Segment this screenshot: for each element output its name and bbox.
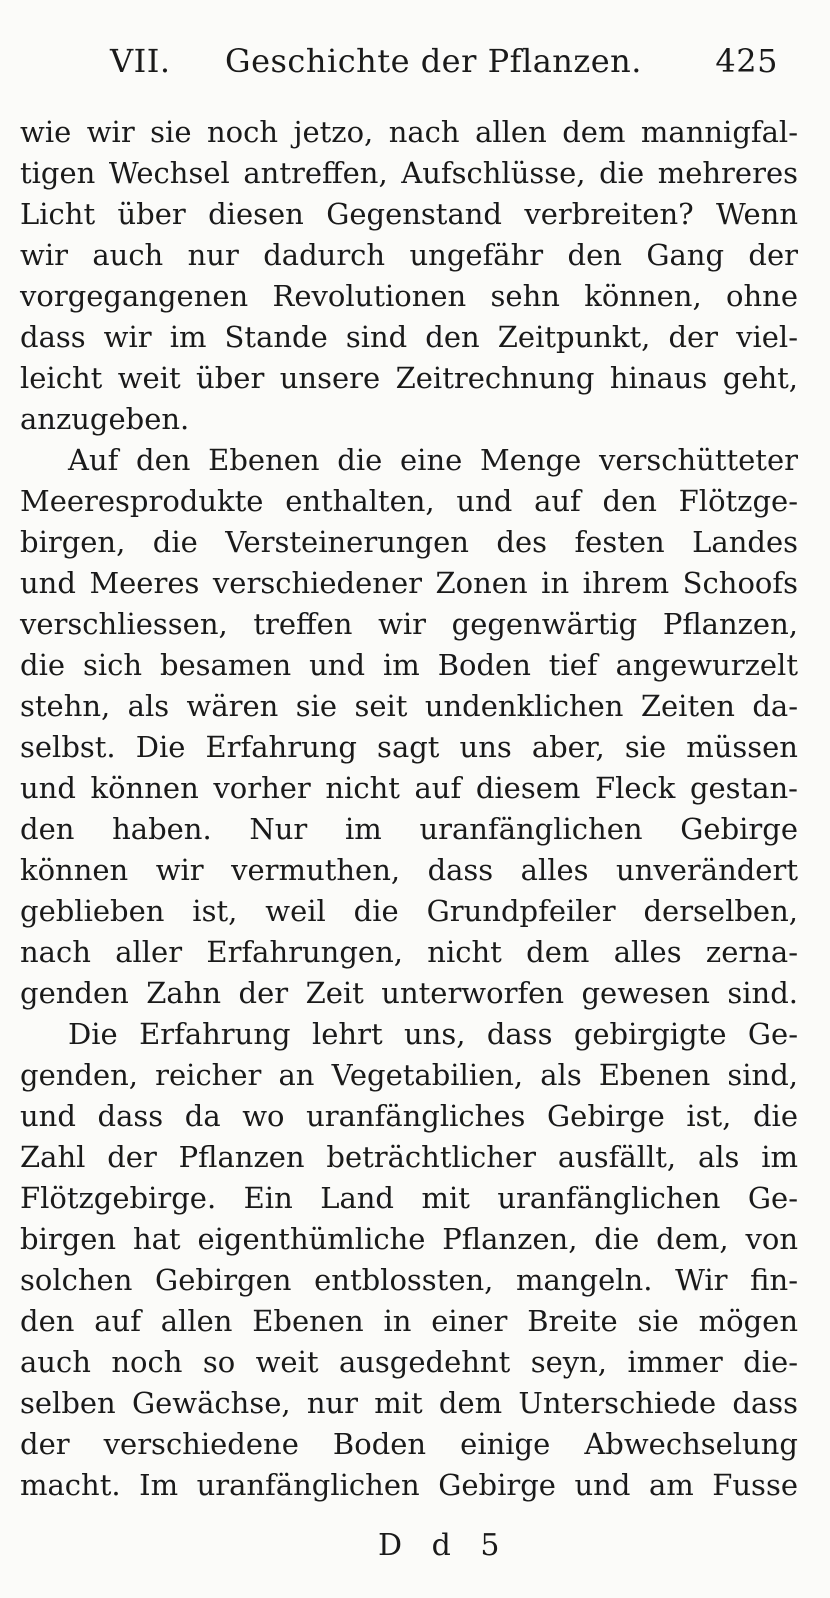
- text-line: verschliessen, treffen wir gegenwärtig Pflanzen,: [20, 607, 798, 641]
- signature-mark: D d 5: [378, 1528, 510, 1563]
- page-number: 425: [715, 42, 778, 80]
- text-line: die sich besamen und im Boden tief angewurzelt: [20, 648, 798, 682]
- text-line: dass wir im Stande sind den Zeitpunkt, der viel-: [20, 320, 798, 354]
- text-line: den auf allen Ebenen in einer Breite sie mögen: [20, 1304, 798, 1338]
- chapter-title: Geschichte der Pflanzen.: [225, 42, 642, 80]
- text-line: der verschiedene Boden einige Abwechselung: [20, 1427, 798, 1461]
- running-head: [110, 36, 790, 86]
- chapter-number: VII.: [110, 42, 171, 80]
- text-line: birgen, die Versteinerungen des festen Landes: [20, 525, 798, 559]
- text-line: Zahl der Pflanzen beträchtlicher ausfällt, als im: [20, 1140, 798, 1174]
- text-line: geblieben ist, weil die Grundpfeiler derselben,: [20, 894, 798, 928]
- text-line: Flötzgebirge. Ein Land mit uranfänglichen Ge-: [20, 1181, 798, 1215]
- text-line: den haben. Nur im uranfänglichen Gebirge: [20, 812, 798, 846]
- text-line: nach aller Erfahrungen, nicht dem alles zerna-: [20, 935, 798, 969]
- text-line: macht. Im uranfänglichen Gebirge und am Fusse: [20, 1468, 798, 1502]
- text-line: genden, reicher an Vegetabilien, als Ebenen sind,: [20, 1058, 798, 1092]
- text-line: anzugeben.: [20, 402, 190, 436]
- paragraph-start-line: Die Erfahrung lehrt uns, dass gebirgigte Ge-: [68, 1017, 798, 1051]
- text-line: wie wir sie noch jetzo, nach allen dem mannigfal-: [20, 115, 798, 149]
- text-line: Licht über diesen Gegenstand verbreiten? Wenn: [20, 197, 798, 231]
- text-line: und können vorher nicht auf diesem Fleck gestan-: [20, 771, 798, 805]
- paragraph-start-line: Auf den Ebenen die eine Menge verschütteter: [68, 443, 798, 477]
- text-line: vorgegangenen Revolutionen sehn können, ohne: [20, 279, 798, 313]
- text-line: tigen Wechsel antreffen, Aufschlüsse, die mehreres: [20, 156, 798, 190]
- text-line: Meeresprodukte enthalten, und auf den Flötzge-: [20, 484, 798, 518]
- text-line: können wir vermuthen, dass alles unverändert: [20, 853, 798, 887]
- text-line: auch noch so weit ausgedehnt seyn, immer die-: [20, 1345, 798, 1379]
- text-line: birgen hat eigenthümliche Pflanzen, die dem, von: [20, 1222, 798, 1256]
- text-line: und dass da wo uranfängliches Gebirge ist, die: [20, 1099, 798, 1133]
- text-line: genden Zahn der Zeit unterworfen gewesen sind.: [20, 976, 798, 1010]
- text-line: leicht weit über unsere Zeitrechnung hinaus geht,: [20, 361, 798, 395]
- text-line: stehn, als wären sie seit undenklichen Zeiten da-: [20, 689, 798, 723]
- text-line: und Meeres verschiedener Zonen in ihrem Schoofs: [20, 566, 798, 600]
- text-line: wir auch nur dadurch ungefähr den Gang der: [20, 238, 798, 272]
- body-text: [20, 112, 798, 1506]
- text-line: selben Gewächse, nur mit dem Unterschiede dass: [20, 1386, 798, 1420]
- text-line: selbst. Die Erfahrung sagt uns aber, sie müssen: [20, 730, 798, 764]
- text-line: solchen Gebirgen entblossten, mangeln. Wir fin-: [20, 1263, 798, 1297]
